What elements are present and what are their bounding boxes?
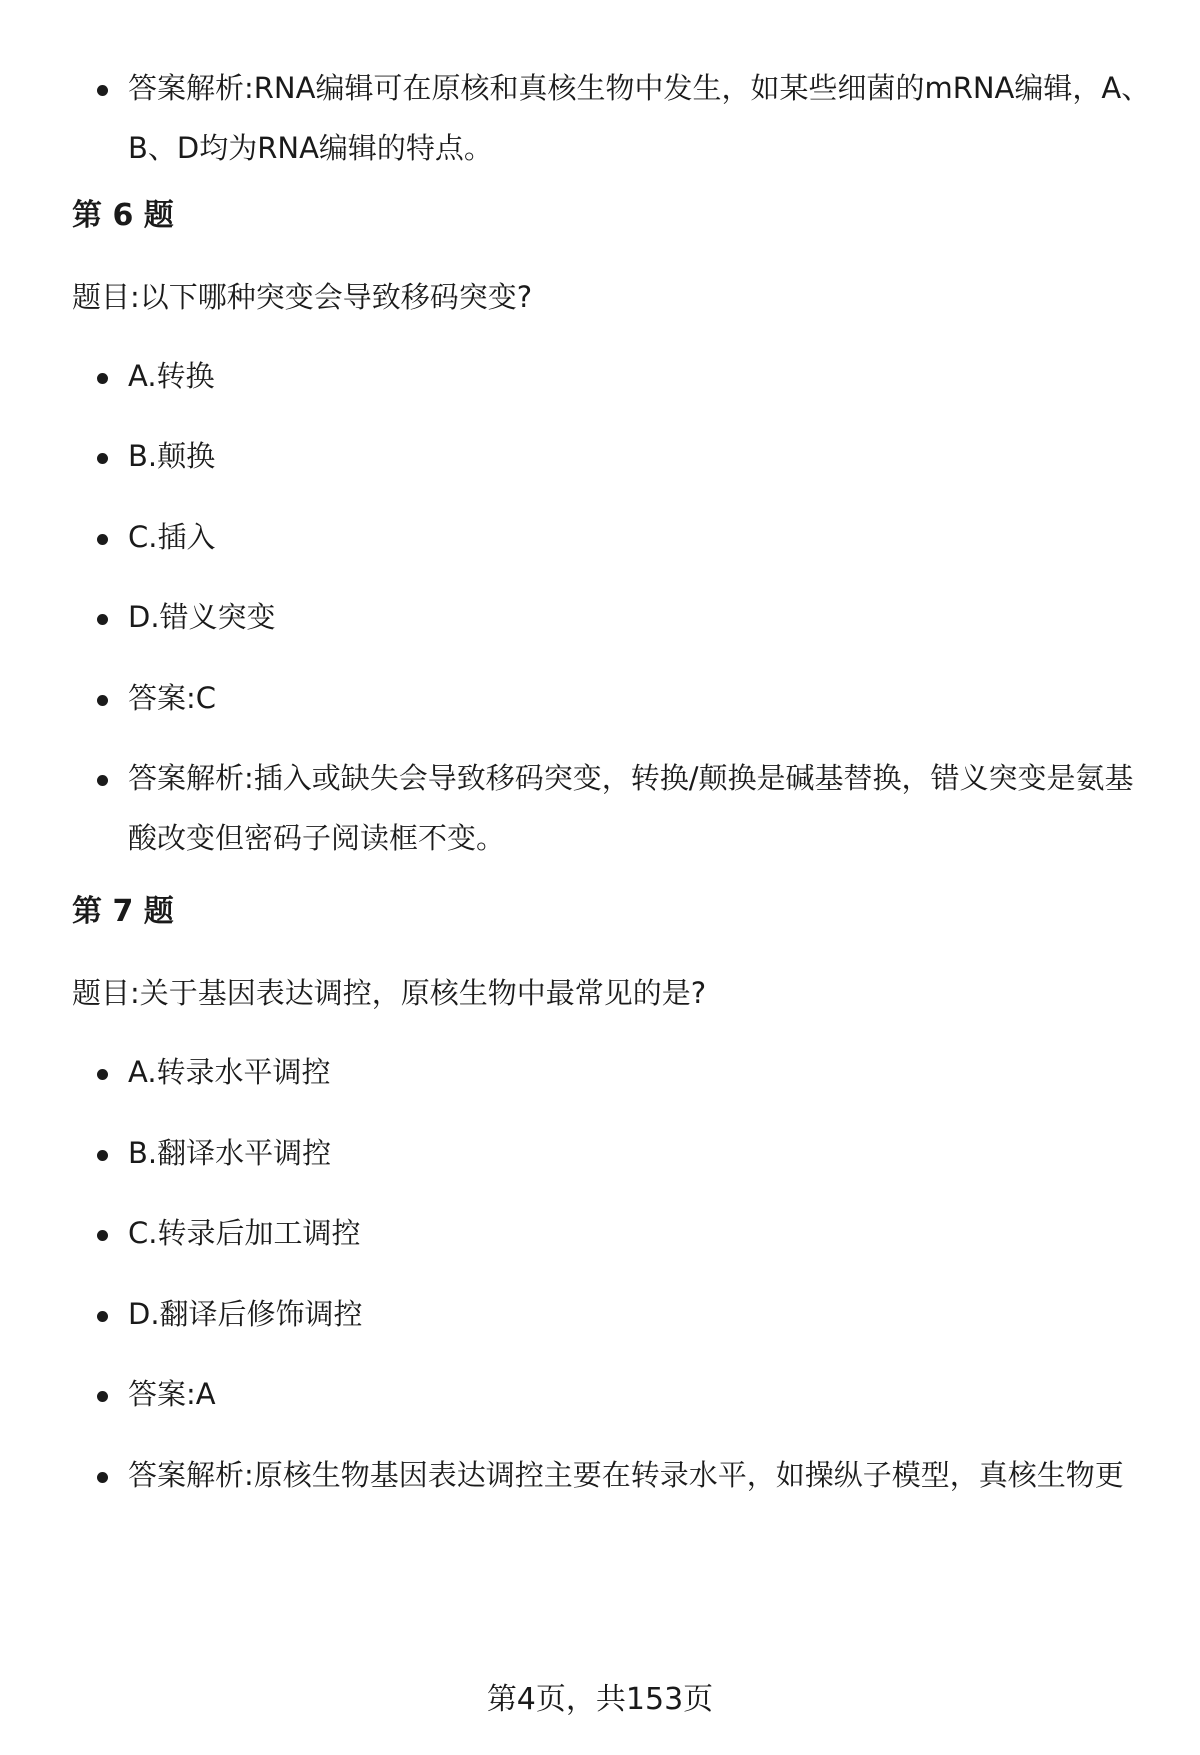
question-6-heading: 第 6 题 <box>72 198 174 233</box>
question-7-option-d: D.翻译后修饰调控 <box>96 1284 1156 1344</box>
page-number-footer: 第4页，共153页 <box>486 1682 714 1717</box>
question-7-explanation: 答案解析:原核生物基因表达调控主要在转录水平，如操纵子模型，真核生物更 <box>96 1445 1156 1505</box>
question-7-heading: 第 7 题 <box>72 894 174 929</box>
question-6-option-c: C.插入 <box>96 507 1156 567</box>
question-6-explanation: 答案解析:插入或缺失会导致移码突变，转换/颠换是碱基替换，错义突变是氨基酸改变但密码子阅读框不变。 <box>96 748 1156 868</box>
question-6-option-b: B.颠换 <box>96 426 1156 486</box>
prev-explanation-item <box>96 58 1156 178</box>
question-7-option-b: B.翻译水平调控 <box>96 1123 1156 1183</box>
question-6-option-a: A.转换 <box>96 346 1156 406</box>
question-7-option-a: A.转录水平调控 <box>96 1042 1156 1102</box>
question-6-option-d: D.错义突变 <box>96 587 1156 647</box>
prev-explanation-text: 答案解析:RNA编辑可在原核和真核生物中发生，如某些细菌的mRNA编辑，A、B、D均为RNA编辑的特点。 <box>128 71 1151 165</box>
question-7-text: 题目:关于基因表达调控，原核生物中最常见的是? <box>72 976 707 1010</box>
question-6-text: 题目:以下哪种突变会导致移码突变? <box>72 280 533 314</box>
question-7-answer: 答案:A <box>96 1364 1156 1424</box>
question-7-option-c: C.转录后加工调控 <box>96 1203 1156 1263</box>
question-6-answer: 答案:C <box>96 668 1156 728</box>
